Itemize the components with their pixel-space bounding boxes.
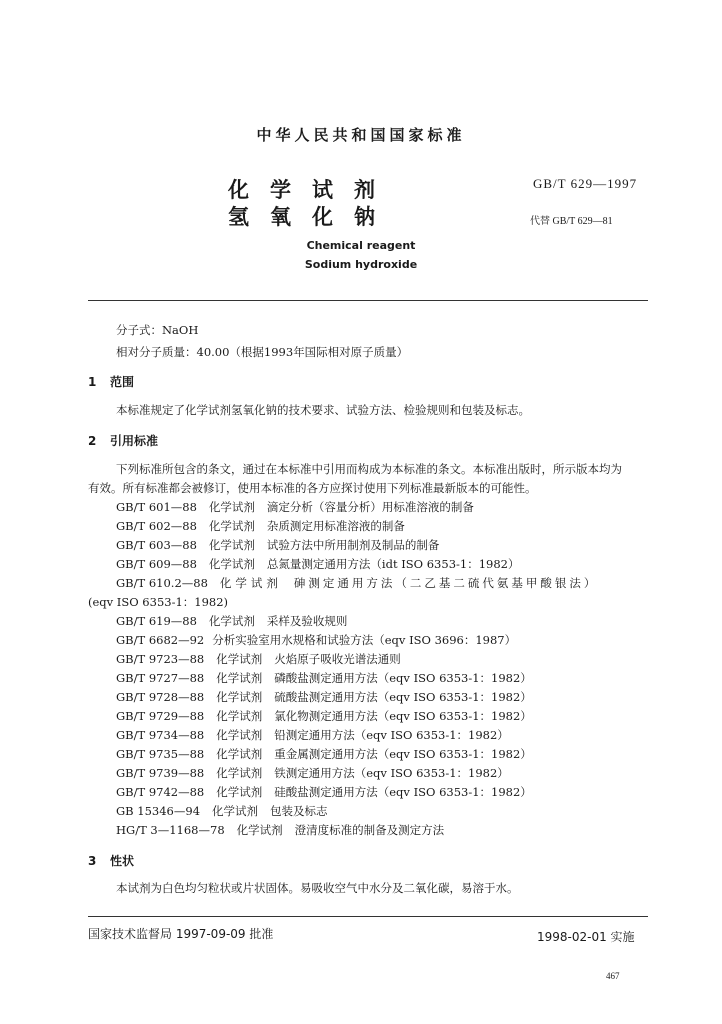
reference-row [116, 746, 532, 762]
ref-code: GB/T 9723—88 [116, 652, 205, 666]
ref-desc: 重金属测定通用方法（eqv ISO 6353-1：1982） [274, 747, 532, 761]
ref-desc: 火焰原子吸收光谱法通则 [274, 652, 401, 666]
section-title: 范围 [110, 375, 135, 389]
ref-desc: 铅测定通用方法（eqv ISO 6353-1：1982） [274, 728, 509, 742]
ref-kind: 化学试剂 [216, 652, 263, 666]
section-2-heading [88, 432, 158, 449]
ref-kind: 化学试剂 [216, 671, 263, 685]
reference-row [116, 708, 532, 724]
section-title: 性状 [110, 854, 135, 868]
ref-code: GB 15346—94 [116, 804, 201, 818]
ref-code: GB/T 601—88 [116, 500, 197, 514]
ref-desc: 砷测定通用方法（二乙基二硫代氨基甲酸银法） [293, 576, 599, 590]
reference-row [116, 537, 439, 553]
section-title: 引用标准 [110, 434, 159, 448]
reference-row [116, 670, 532, 686]
ref-kind: 化学试剂 [208, 614, 255, 628]
reference-row [116, 784, 532, 800]
ref-code: GB/T 9734—88 [116, 728, 205, 742]
ref-kind: 化学试剂 [216, 766, 263, 780]
reference-row [116, 803, 328, 819]
reference-row [116, 499, 474, 515]
reference-row [116, 613, 347, 629]
implementation-date: 1998-02-01 实施 [537, 930, 635, 944]
reference-row [116, 575, 598, 591]
ref-code: GB/T 9729—88 [116, 709, 205, 723]
reference-row [116, 518, 405, 534]
section-1-text: 本标准规定了化学试剂氢氧化钠的技术要求、试验方法、检验规则和包装及标志。 [116, 403, 530, 417]
ref-code: GB/T 609—88 [116, 557, 197, 571]
reference-row [116, 727, 509, 743]
ref-kind: 化学试剂 [208, 519, 255, 533]
gb-standard-code: GB/T 629—1997 [533, 176, 638, 191]
ref-desc: 包装及标志 [270, 804, 328, 818]
ref-desc: 硫酸盐测定通用方法（eqv ISO 6353-1：1982） [274, 690, 532, 704]
ref-code: GB/T 9739—88 [116, 766, 205, 780]
header-divider [88, 300, 648, 301]
footer-divider [88, 916, 648, 917]
ref-desc: 分析实验室用水规格和试验方法（eqv ISO 3696：1987） [212, 633, 517, 647]
ref-desc: 试验方法中所用制剂及制品的制备 [266, 538, 440, 552]
section-number: 3 [88, 854, 97, 868]
ref-code: GB/T 9727—88 [116, 671, 205, 685]
reference-row [116, 651, 401, 667]
page-number: 467 [606, 971, 620, 981]
ref-code: GB/T 6682—92 [116, 633, 205, 647]
ref-desc: 采样及验收规则 [266, 614, 348, 628]
title-cn-line1: 化学试剂 [228, 178, 396, 202]
ref-code: GB/T 9742—88 [116, 785, 205, 799]
molecular-formula: 分子式：NaOH [116, 323, 199, 337]
reference-row [88, 594, 228, 610]
ref-desc: 氯化物测定通用方法（eqv ISO 6353-1：1982） [274, 709, 532, 723]
ref-kind: 化学试剂 [208, 538, 255, 552]
ref-kind: 化学试剂 [216, 747, 263, 761]
section-number: 1 [88, 375, 97, 389]
ref-kind: 化学试剂 [216, 709, 263, 723]
ref-kind: 化学试剂 [208, 500, 255, 514]
ref-kind: 化学试剂 [216, 690, 263, 704]
title-cn-line2: 氢氧化钠 [228, 205, 396, 229]
ref-desc: 杂质测定用标准溶液的制备 [266, 519, 405, 533]
ref-code: GB/T 610.2—88 [116, 576, 208, 590]
ref-kind: 化学试剂 [208, 557, 255, 571]
national-standard-heading: 中华人民共和国国家标准 [256, 126, 466, 144]
ref-desc: 滴定分析（容量分析）用标准溶液的制备 [266, 500, 474, 514]
ref-code: (eqv ISO 6353-1：1982) [88, 595, 229, 609]
ref-desc: 总氮量测定通用方法（idt ISO 6353-1：1982） [266, 557, 520, 571]
ref-code: GB/T 603—88 [116, 538, 197, 552]
section-2-intro-line2: 有效。所有标准都会被修订，使用本标准的各方应探讨使用下列标准最新版本的可能性。 [88, 481, 537, 495]
title-en-line1: Chemical reagent [306, 239, 416, 252]
ref-desc: 澄清度标准的制备及测定方法 [294, 823, 445, 837]
ref-kind: 化学试剂 [216, 785, 263, 799]
ref-desc: 硅酸盐测定通用方法（eqv ISO 6353-1：1982） [274, 785, 532, 799]
section-2-intro-line1: 下列标准所包含的条文，通过在本标准中引用而构成为本标准的条文。本标准出版时，所示版本均为 [116, 462, 622, 476]
ref-code: GB/T 619—88 [116, 614, 197, 628]
ref-code: HG/T 3—1168—78 [116, 823, 225, 837]
reference-row [116, 689, 532, 705]
ref-kind: 化学试剂 [219, 576, 282, 590]
ref-code: GB/T 9735—88 [116, 747, 205, 761]
section-3-text: 本试剂为白色均匀粒状或片状固体。易吸收空气中水分及二氧化碳，易溶于水。 [116, 881, 519, 895]
ref-kind: 化学试剂 [236, 823, 283, 837]
molecular-mass: 相对分子质量：40.00（根据1993年国际相对原子质量） [116, 345, 409, 359]
ref-kind: 化学试剂 [216, 728, 263, 742]
ref-desc: 铁测定通用方法（eqv ISO 6353-1：1982） [274, 766, 509, 780]
ref-code: GB/T 9728—88 [116, 690, 205, 704]
ref-code: GB/T 602—88 [116, 519, 197, 533]
replaces-standard: 代替 GB/T 629—81 [530, 216, 613, 227]
title-en-line2: Sodium hydroxide [304, 258, 418, 271]
reference-row [116, 822, 444, 838]
reference-row [116, 632, 516, 648]
ref-desc: 磷酸盐测定通用方法（eqv ISO 6353-1：1982） [274, 671, 532, 685]
reference-row [116, 556, 519, 572]
section-1-heading [88, 373, 134, 390]
issue-approval: 国家技术监督局 1997-09-09 批准 [88, 927, 274, 941]
reference-row [116, 765, 509, 781]
section-3-heading [88, 852, 134, 869]
ref-kind: 化学试剂 [212, 804, 259, 818]
section-number: 2 [88, 434, 97, 448]
